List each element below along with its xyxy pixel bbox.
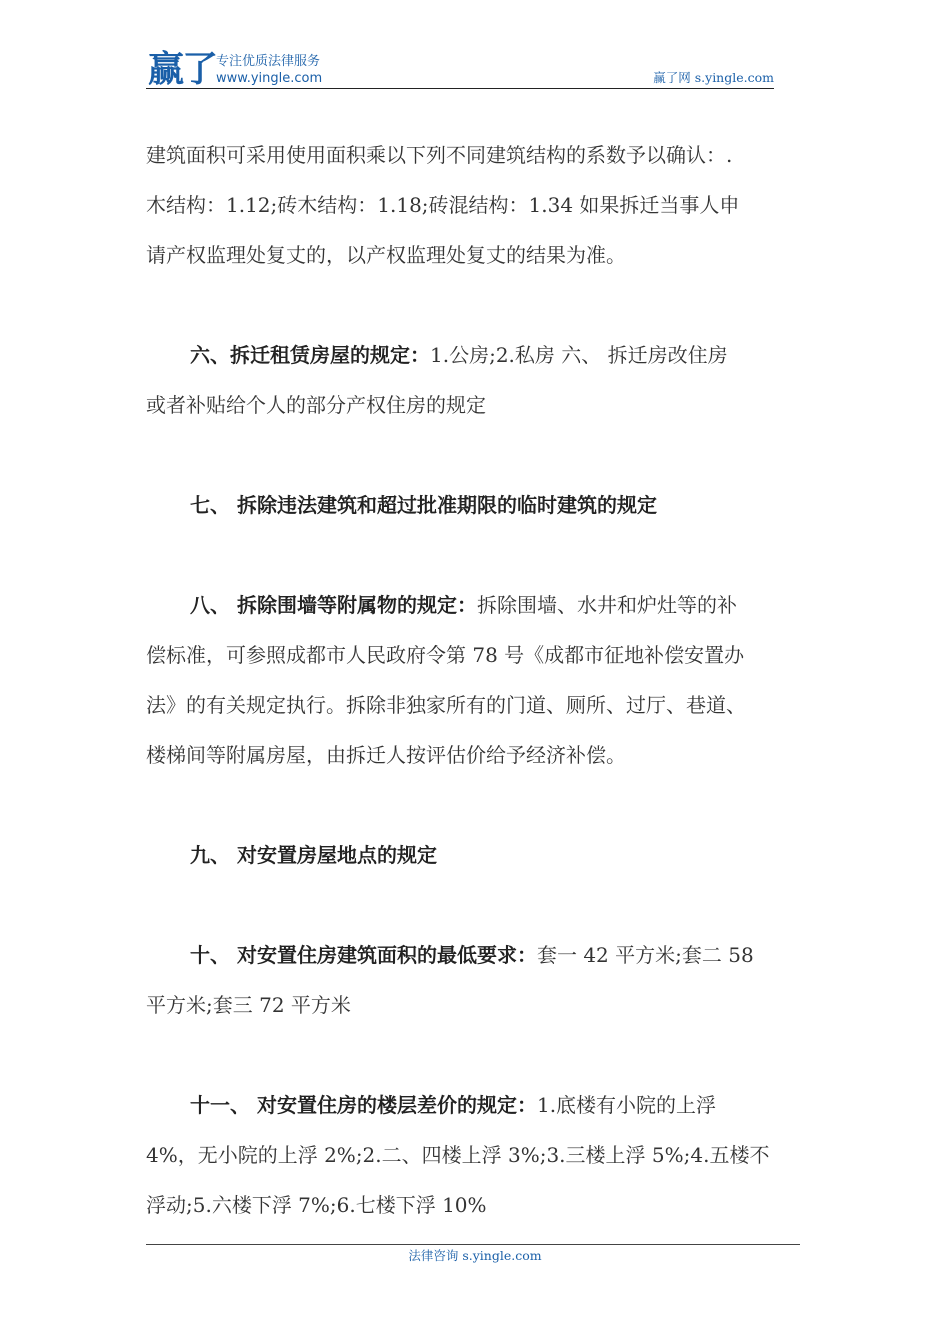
section-heading: 七、 拆除违法建筑和超过批准期限的临时建筑的规定 — [190, 493, 657, 517]
logo-text: 赢了 — [148, 49, 217, 90]
logo-url[interactable]: www.yingle.com — [216, 71, 323, 86]
document-body — [146, 130, 826, 1230]
section-ten: 十、 对安置住房建筑面积的最低要求：套一 42 平方米;套二 58 平方米;套三 72 平方米 — [146, 943, 754, 1017]
section-six: 六、拆迁租赁房屋的规定：1.公房;2.私房 六、 拆迁房改住房 或者补贴给个人的部分产权住房的规定 — [146, 343, 728, 417]
section-heading: 十、 对安置住房建筑面积的最低要求： — [190, 943, 537, 967]
section-heading: 八、 拆除围墙等附属物的规定： — [190, 593, 477, 617]
section-eleven: 十一、 对安置住房的楼层差价的规定：1.底楼有小院的上浮 4%，无小院的上浮 2%;2.二、四楼上浮 3%;3.三楼上浮 5%;4.五楼不 浮动;5.六楼下浮 7%;6.七楼下浮 10% — [146, 1093, 770, 1217]
footer-divider — [146, 1244, 800, 1245]
section-heading: 十一、 对安置住房的楼层差价的规定： — [190, 1093, 537, 1117]
section-nine — [146, 830, 826, 880]
header-site-link[interactable]: 赢了网 s.yingle.com — [653, 70, 774, 85]
logo-tagline: 专注优质法律服务 — [216, 54, 321, 69]
header-divider — [146, 88, 774, 89]
section-eight: 八、 拆除围墙等附属物的规定：拆除围墙、水井和炉灶等的补 偿标准，可参照成都市人民政府令第 78 号《成都市征地补偿安置办 法》的有关规定执行。拆除非独家所有的门道、厕所、过厅、巷道、 楼梯间等附属房屋，由拆迁人按评估价给予经济补偿。 — [146, 593, 746, 767]
paragraph: 建筑面积可采用使用面积乘以下列不同建筑结构的系数予以确认：. 木结构：1.12;砖木结构：1.18;砖混结构：1.34 如果拆迁当事人申 请产权监理处复丈的，以产权监理处复丈的结果为准。 — [146, 143, 740, 267]
section-heading: 六、拆迁租赁房屋的规定： — [190, 343, 430, 367]
footer-link[interactable]: 法律咨询 s.yingle.com — [408, 1248, 542, 1263]
section-seven — [146, 480, 826, 530]
section-heading: 九、 对安置房屋地点的规定 — [190, 843, 437, 867]
